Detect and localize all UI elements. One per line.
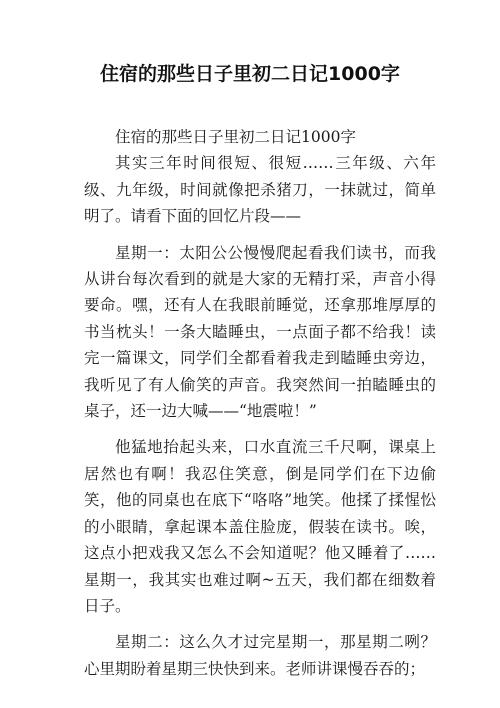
paragraph-monday-continued: 他猛地抬起头来，口水直流三千尺啊，课桌上居然也有啊！我忍住笑意，倒是同学们在下边偷笑，他的同桌也在底下“咯咯”地笑。他揉了揉惺忪的小眼睛，拿起课本盖住脸庞，假装在读书。唉，这点小把戏我又怎么不会知道呢？他又睡着了……星期一，我其实也难过啊~五天，我们都在细数着日子。	[84, 438, 436, 615]
paragraph-subtitle: 住宿的那些日子里初二日记1000字	[115, 128, 356, 146]
paragraph-tuesday: 星期二：这么久才过完星期一，那星期二咧？心里期盼着星期三快快到来。老师讲课慢吞吞的；	[84, 633, 436, 678]
document-title: 住宿的那些日子里初二日记1000字	[100, 63, 400, 85]
paragraph-monday: 星期一：太阳公公慢慢爬起看我们读书，而我从讲台每次看到的就是大家的无精打采，声音小得要命。嘿，还有人在我眼前睡觉，还拿那堆厚厚的书当枕头！一条大瞌睡虫，一点面子都不给我！读完一篇课文，同学们全都看着我走到瞌睡虫旁边，我听见了有人偷笑的声音。我突然间一拍瞌睡虫的桌子，还一边大喊——“地震啦！”	[84, 243, 436, 421]
document-body	[84, 124, 436, 682]
paragraph-intro: 其实三年时间很短、很短……三年级、六年级、九年级，时间就像把杀猪刀，一抹就过，简单明了。请看下面的回忆片段——	[84, 154, 436, 226]
